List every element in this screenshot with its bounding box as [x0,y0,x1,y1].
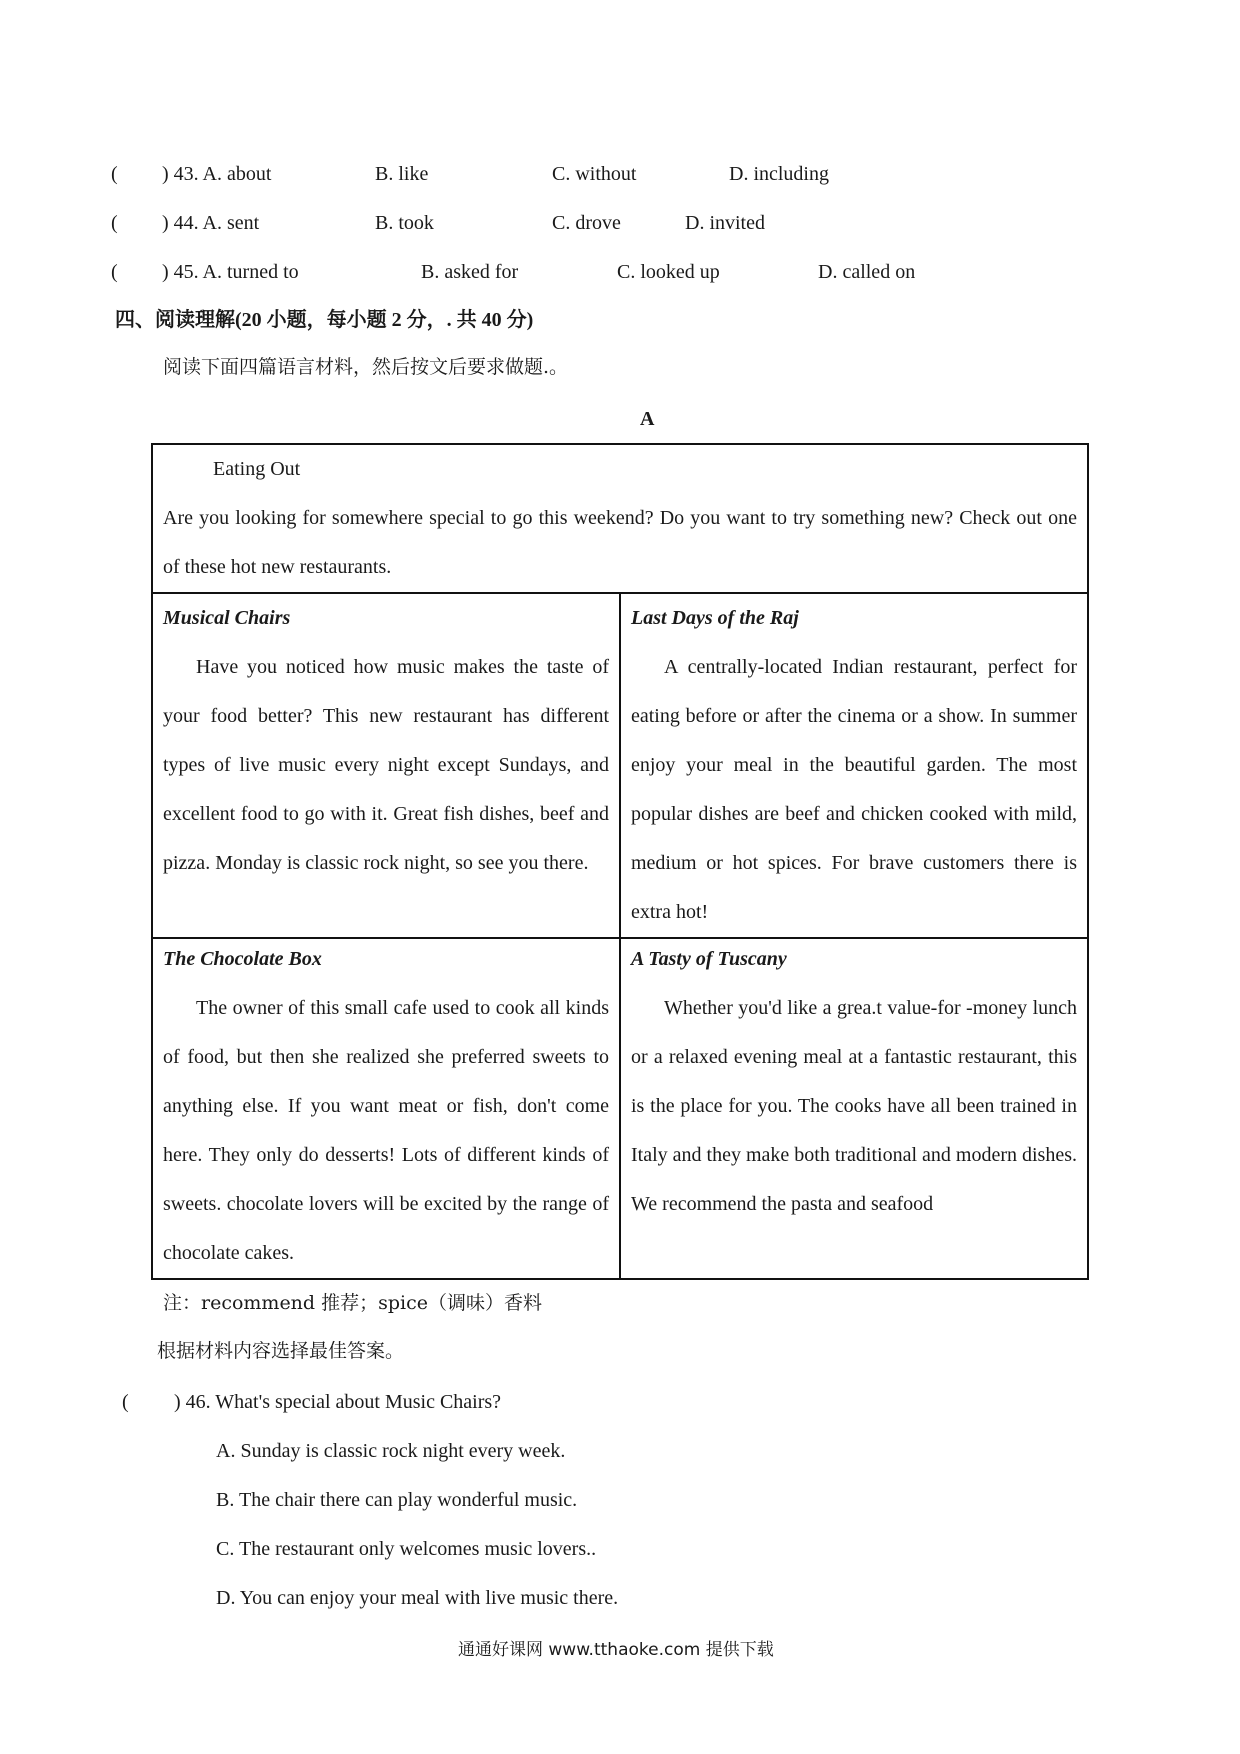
task-instruction: 根据材料内容选择最佳答案。 [157,1340,405,1362]
option-c: C. looked up [617,261,720,283]
option-c: C. drove [552,212,621,234]
vocab-note: 注：recommend 推荐；spice（调味）香料 [163,1292,542,1314]
restaurant-description: Have you noticed how music makes the taste of your food better? This new restaurant has different types of live music every night except Sundays, and excellent food to go with it. Great fish dishes, beef and pizza. Monday is classic rock night, so see you there. [163,656,609,874]
option-d: D. including [729,163,829,185]
question-stem: ) 46. What's special about Music Chairs? [174,1391,502,1413]
footer-watermark: 通通好课网 www.tthaoke.com 提供下载 [458,1640,774,1660]
restaurant-cell-last-days-of-the-raj [620,593,1088,938]
option-a: ) 45. A. turned to [162,261,299,283]
passage-label: A [640,408,655,430]
option-b: B. like [375,163,429,185]
option-a: ) 44. A. sent [162,212,260,234]
restaurant-ad-table [151,443,1089,939]
restaurant-ad-table-lower [151,935,1089,1280]
restaurant-cell-tasty-of-tuscany [620,935,1088,1279]
answer-bracket: ( [111,212,118,234]
ad-heading: Eating Out [213,458,301,480]
answer-bracket: ( [111,261,118,283]
section-heading: 四、阅读理解(20 小题，每小题 2 分，. 共 40 分) [115,309,534,331]
option-a: A. Sunday is classic rock night every week. [216,1440,566,1462]
restaurant-title: A Tasty of Tuscany [631,948,787,970]
section-instruction: 阅读下面四篇语言材料，然后按文后要求做题.。 [163,356,569,378]
answer-bracket: ( [122,1391,129,1413]
option-d: D. called on [818,261,916,283]
option-d: D. invited [685,212,765,234]
option-b: B. The chair there can play wonderful music. [216,1489,578,1511]
restaurant-description: The owner of this small cafe used to cook all kinds of food, but then she realized she preferred sweets to anything else. If you want meat or fish, don't come here. They only do desserts! Lots of different kinds of sweets. chocolate lovers will be excited by the range of chocolate cakes. [163,997,609,1264]
ad-intro: Are you looking for somewhere special to go this weekend? Do you want to try something new? Check out one of these hot new restaurants. [163,507,1077,578]
restaurant-title: Musical Chairs [163,607,291,629]
ad-intro-cell [152,444,1088,593]
answer-bracket: ( [111,163,118,185]
option-c: C. The restaurant only welcomes music lovers.. [216,1538,597,1560]
option-b: B. asked for [421,261,519,283]
option-c: C. without [552,163,637,185]
option-a: ) 43. A. about [162,163,272,185]
restaurant-cell-chocolate-box [152,935,620,1279]
restaurant-description: Whether you'd like a grea.t value-for -money lunch or a relaxed evening meal at a fantastic restaurant, this is the place for you. The cooks have all been trained in Italy and they make both traditional and modern dishes. We recommend the pasta and seafood [631,997,1077,1215]
restaurant-title: The Chocolate Box [163,948,322,970]
option-d: D. You can enjoy your meal with live music there. [216,1587,619,1609]
restaurant-description: A centrally-located Indian restaurant, perfect for eating before or after the cinema or a show. In summer enjoy your meal in the beautiful garden. The most popular dishes are beef and chicken cooked with mild, medium or hot spices. For brave customers there is extra hot! [631,656,1077,923]
restaurant-title: Last Days of the Raj [631,607,799,629]
restaurant-cell-musical-chairs [152,593,620,938]
option-b: B. took [375,212,434,234]
